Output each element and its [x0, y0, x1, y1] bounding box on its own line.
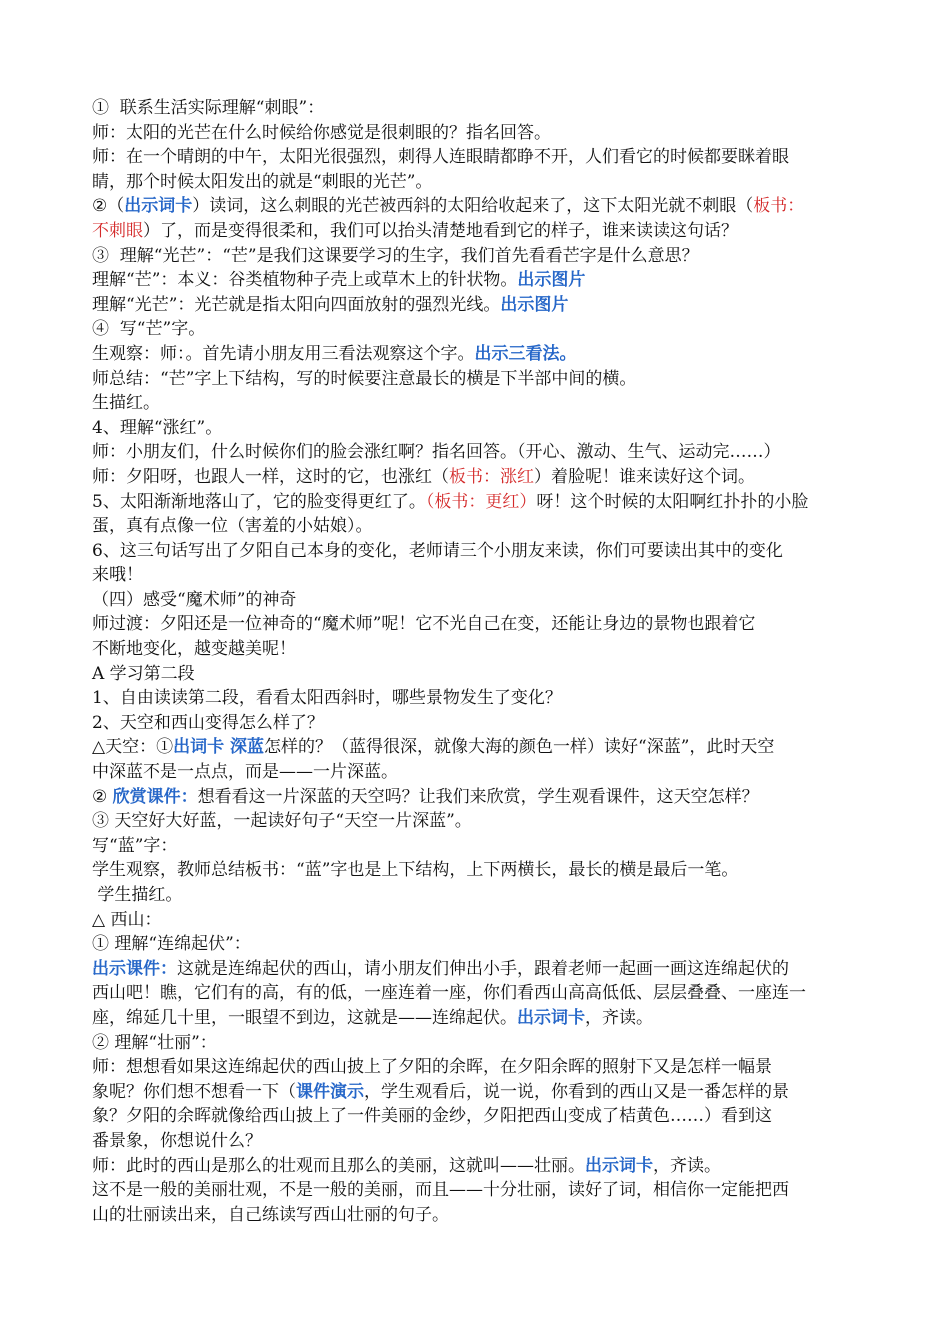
- highlight-red-text: 不刺眼: [92, 220, 143, 241]
- text-line: [92, 858, 864, 883]
- text-line: [92, 588, 864, 613]
- body-text: 座，绵延几十里，一眼望不到边，这就是——连绵起伏。: [92, 1007, 517, 1028]
- body-text: 师：太阳的光芒在什么时候给你感觉是很刺眼的？指名回答。: [92, 122, 551, 143]
- text-line: [92, 637, 864, 662]
- body-text: 呀！这个时候的太阳啊红扑扑的小脸: [536, 491, 809, 512]
- body-text: △ 西山：: [92, 909, 162, 930]
- text-line: [92, 121, 864, 146]
- text-line: [92, 957, 864, 982]
- body-text: 6、这三句话写出了夕阳自己本身的变化，老师请三个小朋友来读，你们可要读出其中的变化: [92, 540, 783, 561]
- body-text: ，学生观看后，说一说，你看到的西山又是一番怎样的景: [364, 1081, 789, 1102]
- text-line: [92, 96, 864, 121]
- body-text: 4、理解“涨红”。: [92, 417, 223, 438]
- body-text: ，齐读。: [653, 1155, 721, 1176]
- text-line: [92, 1178, 864, 1203]
- text-line: [92, 932, 864, 957]
- text-line: [92, 391, 864, 416]
- highlight-blue-text: 出词卡 深蓝: [173, 737, 264, 758]
- highlight-red-text: 板书：涨红: [449, 466, 534, 487]
- text-line: [92, 1031, 864, 1056]
- text-line: [92, 1129, 864, 1154]
- body-text: 学生观察，教师总结板书：“蓝”字也是上下结构，上下两横长，最长的横是最后一笔。: [92, 860, 739, 881]
- text-line: [92, 785, 864, 810]
- text-line: [92, 416, 864, 441]
- text-line: [92, 219, 864, 244]
- text-line: [92, 293, 864, 318]
- text-line: [92, 317, 864, 342]
- body-text: ④ 写“芒”字。: [92, 319, 206, 340]
- text-line: [92, 367, 864, 392]
- body-text: ）了，而是变得很柔和，我们可以抬头清楚地看到它的样子，谁来读读这句话？: [143, 220, 738, 241]
- highlight-blue-text: 出示词卡: [585, 1155, 653, 1176]
- body-text: 师过渡：夕阳还是一位神奇的“魔术师”呢！它不光自己在变，还能让身边的景物也跟着它: [92, 614, 756, 635]
- body-text: 理解“芒”：本义：谷类植物种子壳上或草木上的针状物。: [92, 270, 518, 291]
- body-text: 山的壮丽读出来，自己练读写西山壮丽的句子。: [92, 1204, 449, 1225]
- text-line: [92, 1055, 864, 1080]
- body-text: ① 理解“连绵起伏”：: [92, 934, 251, 955]
- text-line: [92, 465, 864, 490]
- body-text: 来哦！: [92, 565, 143, 586]
- body-text: 象？夕阳的余晖就像给西山披上了一件美丽的金纱，夕阳把西山变成了桔黄色……）看到这: [92, 1106, 772, 1127]
- body-text: 1、自由读读第二段，看看太阳西斜时，哪些景物发生了变化？: [92, 688, 562, 709]
- text-line: [92, 539, 864, 564]
- lesson-plan-body: [92, 96, 864, 1227]
- body-text: 师：在一个晴朗的中午，太阳光很强烈，刺得人连眼睛都睁不开，人们看它的时候都要眯着眼: [92, 147, 789, 168]
- body-text: ）着脸呢！谁来读好这个词。: [534, 466, 755, 487]
- body-text: 西山吧！瞧，它们有的高，有的低，一座连着一座，你们看西山高高低低、层层叠叠、一座连一: [92, 983, 806, 1004]
- body-text: 这就是连绵起伏的西山，请小朋友们伸出小手，跟着老师一起画一画这连绵起伏的: [177, 958, 789, 979]
- body-text: 生描红。: [92, 393, 160, 414]
- body-text: △天空：①: [92, 737, 174, 758]
- body-text: 师：夕阳呀，也跟人一样，这时的它，也涨红（: [92, 466, 449, 487]
- text-line: [92, 1104, 864, 1129]
- body-text: 师：小朋友们，什么时候你们的脸会涨红啊？指名回答。（开心、激动、生气、运动完……）: [92, 442, 781, 463]
- text-line: [92, 809, 864, 834]
- body-text: 师：想想看如果这连绵起伏的西山披上了夕阳的余晖，在夕阳余晖的照射下又是怎样一幅景: [92, 1057, 772, 1078]
- highlight-blue-text: 出示图片: [500, 294, 569, 315]
- body-text: 2、天空和西山变得怎么样了？: [92, 712, 324, 733]
- text-line: [92, 735, 864, 760]
- body-text: 不断地变化，越变越美呢！: [92, 639, 296, 660]
- highlight-blue-text: 课件演示: [296, 1081, 364, 1102]
- body-text: 5、太阳渐渐地落山了，它的脸变得更红了。: [92, 491, 426, 512]
- text-line: [92, 268, 864, 293]
- text-line: [92, 1154, 864, 1179]
- highlight-blue-text: 出示词卡: [517, 1007, 585, 1028]
- body-text: 番景象，你想说什么？: [92, 1130, 262, 1151]
- body-text: ）读词，这么刺眼的光芒被西斜的太阳给收起来了，这下太阳光就不刺眼（: [192, 196, 754, 217]
- body-text: ③ 天空好大好蓝，一起读好句子“天空一片深蓝”。: [92, 811, 472, 832]
- body-text: ① 联系生活实际理解“刺眼”：: [92, 98, 325, 118]
- text-line: [92, 342, 864, 367]
- text-line: [92, 563, 864, 588]
- highlight-red-text: （板书：更红）: [425, 491, 537, 512]
- text-line: [92, 908, 864, 933]
- text-line: [92, 662, 864, 687]
- highlight-blue-text: 出示三看法。: [474, 343, 577, 364]
- text-line: [92, 686, 864, 711]
- text-line: [92, 244, 864, 269]
- body-text: ②: [92, 786, 113, 807]
- body-text: 师：此时的西山是那么的壮观而且那么的美丽，这就叫——壮丽。: [92, 1155, 585, 1176]
- text-line: [92, 170, 864, 195]
- body-text: 学生描红。: [92, 885, 183, 905]
- text-line: [92, 514, 864, 539]
- text-line: [92, 612, 864, 637]
- highlight-blue-text: 出示课件：: [92, 958, 177, 979]
- body-text: 想看看这一片深蓝的天空吗？让我们来欣赏，学生观看课件，这天空怎样？: [197, 786, 759, 807]
- body-text: 这不是一般的美丽壮观，不是一般的美丽，而且——十分壮丽，读好了词，相信你一定能把西: [92, 1180, 789, 1201]
- text-line: [92, 490, 864, 515]
- body-text: 生观察：师：。首先请小朋友用三看法观察这个字。: [92, 343, 475, 364]
- body-text: （四）感受“魔术师”的神奇: [92, 589, 297, 610]
- body-text: ，齐读。: [585, 1007, 653, 1028]
- text-line: [92, 440, 864, 465]
- body-text: 象呢？你们想不想看一下（: [92, 1081, 296, 1102]
- body-text: 睛，那个时候太阳发出的就是“刺眼的光芒”。: [92, 171, 433, 192]
- text-line: [92, 760, 864, 785]
- text-line: [92, 883, 864, 908]
- body-text: 怎样的？（蓝得很深，就像大海的颜色一样）读好“深蓝”，此时天空: [264, 737, 775, 758]
- highlight-red-text: 板书：: [753, 196, 805, 217]
- text-line: [92, 1203, 864, 1228]
- highlight-blue-text: 出示图片: [517, 270, 586, 291]
- body-text: 蛋，真有点像一位（害羞的小姑娘）。: [92, 516, 373, 537]
- body-text: 写“蓝”字：: [92, 835, 178, 856]
- text-line: [92, 1006, 864, 1031]
- body-text: 中深蓝不是一点点，而是——一片深蓝。: [92, 762, 398, 783]
- body-text: ③ 理解“光芒”：“芒”是我们这课要学习的生字，我们首先看看芒字是什么意思？: [92, 245, 699, 266]
- body-text: ② 理解“壮丽”：: [92, 1032, 217, 1053]
- text-line: [92, 834, 864, 859]
- text-line: [92, 981, 864, 1006]
- body-text: ②（: [92, 196, 125, 217]
- highlight-blue-text: 欣赏课件：: [112, 786, 198, 807]
- body-text: 师总结：“芒”字上下结构，写的时候要注意最长的横是下半部中间的横。: [92, 368, 637, 389]
- body-text: 理解“光芒”：光芒就是指太阳向四面放射的强烈光线。: [92, 294, 501, 315]
- body-text: A 学习第二段: [92, 663, 195, 684]
- text-line: [92, 711, 864, 736]
- text-line: [92, 1080, 864, 1105]
- highlight-blue-text: 出示词卡: [124, 196, 193, 217]
- text-line: [92, 194, 864, 219]
- text-line: [92, 145, 864, 170]
